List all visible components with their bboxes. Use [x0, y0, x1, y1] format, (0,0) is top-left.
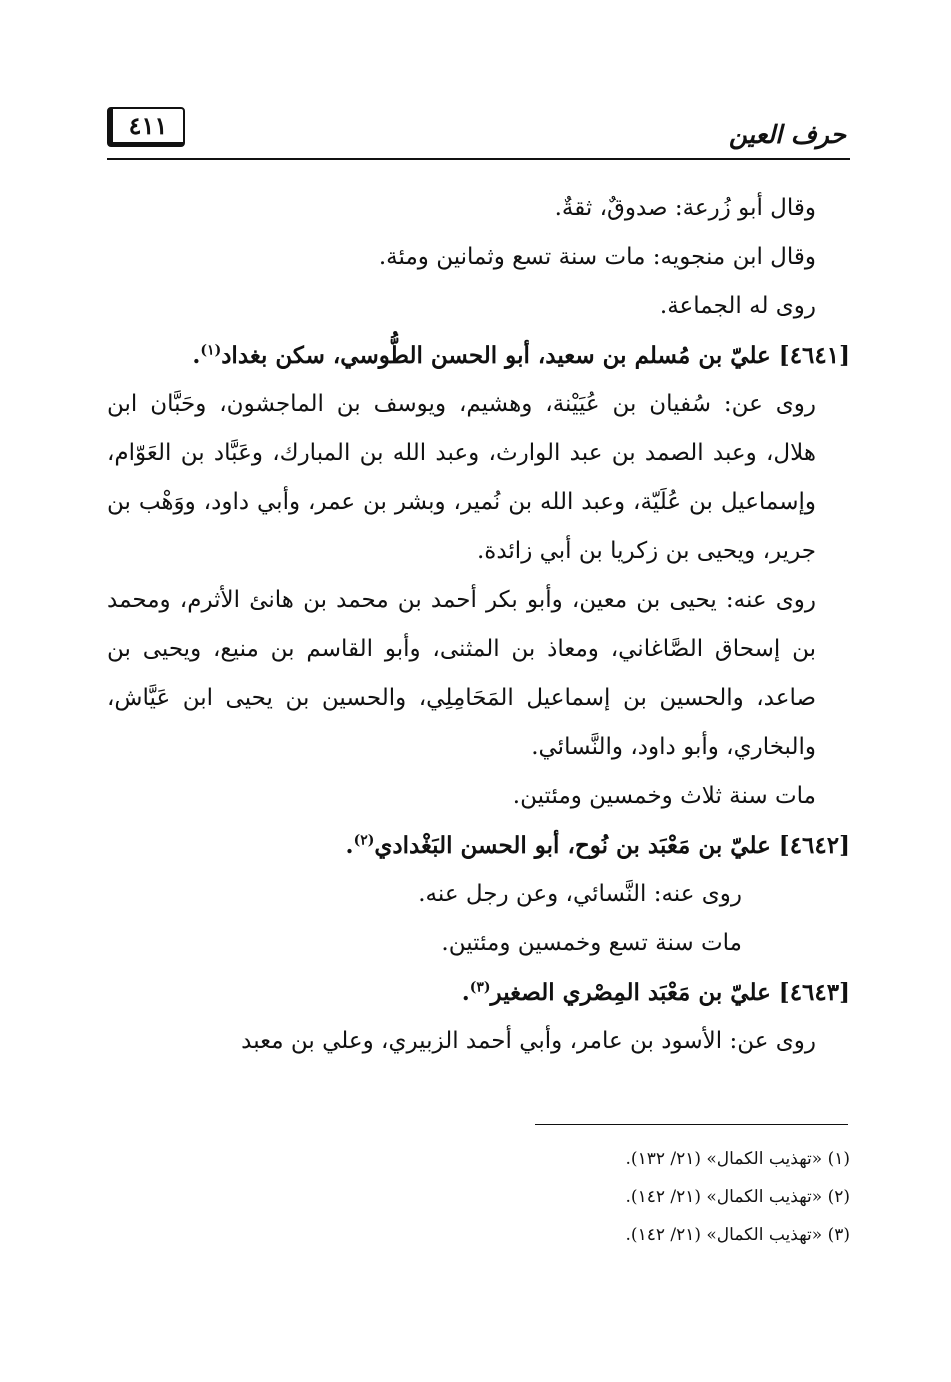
page-number	[107, 107, 185, 147]
footnote-ref: (١)	[200, 342, 222, 359]
footnotes	[107, 1140, 850, 1254]
paragraph-teachers: روى عن: سُفيان بن عُيَيْنة، وهشيم، ويوسف بن الماجشون، وحَبَّان ابن هلال، وعبد الصمد بن عبد الوارث، وعبد الله بن المبارك، وعَبَّاد بن العَوّام، وإسماعيل بن عُلَيّة، وعبد الله بن نُمير، وبشر بن عمر، وأبي داود، ووَهْب بن جرير، ويحيى بن زكريا بن أبي زائدة.	[107, 391, 816, 564]
entry-heading-text: [٤٦٤٢] عليّ بن مَعْبَد بن نُوح، أبو الحسن البَغْدادي	[374, 832, 850, 859]
footnote: (٢) «تهذيب الكمال» (٢١/ ١٤٢).	[625, 1187, 850, 1207]
paragraph-students: روى عنه: النَّسائي، وعن رجل عنه.	[418, 881, 742, 907]
main-text	[107, 184, 850, 1066]
paragraph-death: مات سنة ثلاث وخمسين ومئتين.	[512, 783, 816, 809]
paragraph-teachers: روى عن: الأسود بن عامر، وأبي أحمد الزبيري، وعلي بن معبد	[241, 1028, 816, 1054]
page-number-text: ٤١١	[128, 111, 168, 140]
footnote-divider	[535, 1124, 848, 1125]
entry-heading-4641	[107, 331, 850, 380]
entry-heading-text: [٤٦٤١] عليّ بن مُسلم بن سعيد، أبو الحسن الطُّوسي، سكن بغداد	[221, 342, 850, 369]
text-line: وقال ابن منجويه: مات سنة تسع وثمانين ومئة.	[378, 244, 816, 270]
footnote: (١) «تهذيب الكمال» (٢١/ ١٣٢).	[625, 1149, 850, 1169]
entry-heading-4643	[107, 968, 850, 1017]
running-title: حرف العين	[728, 120, 846, 149]
entry-heading-end: .	[192, 342, 201, 369]
text-line: وقال أبو زُرعة: صدوقٌ، ثقةٌ.	[554, 195, 816, 221]
entry-heading-end: .	[461, 979, 470, 1006]
entry-heading-4642	[107, 821, 850, 870]
text-line: روى له الجماعة.	[659, 293, 816, 319]
footnote: (٣) «تهذيب الكمال» (٢١/ ١٤٢).	[625, 1225, 850, 1245]
paragraph-death: مات سنة تسع وخمسين ومئتين.	[441, 930, 742, 956]
header-divider	[107, 158, 850, 160]
entry-heading-text: [٤٦٤٣] عليّ بن مَعْبَد المِصْري الصغير	[490, 979, 850, 1006]
entry-heading-end: .	[345, 832, 354, 859]
footnote-ref: (٢)	[353, 832, 375, 849]
paragraph-students: روى عنه: يحيى بن معين، وأبو بكر أحمد بن محمد بن هانئ الأثرم، ومحمد بن إسحاق الصَّاغاني، ومعاذ بن المثنى، وأبو القاسم بن منيع، ويحيى بن صاعد، والحسين بن إسماعيل المَحَامِلِي، والحسين بن يحيى ابن عَيَّاش، والبخاري، وأبو داود، والنَّسائي.	[107, 587, 817, 760]
footnote-ref: (٣)	[469, 979, 491, 996]
